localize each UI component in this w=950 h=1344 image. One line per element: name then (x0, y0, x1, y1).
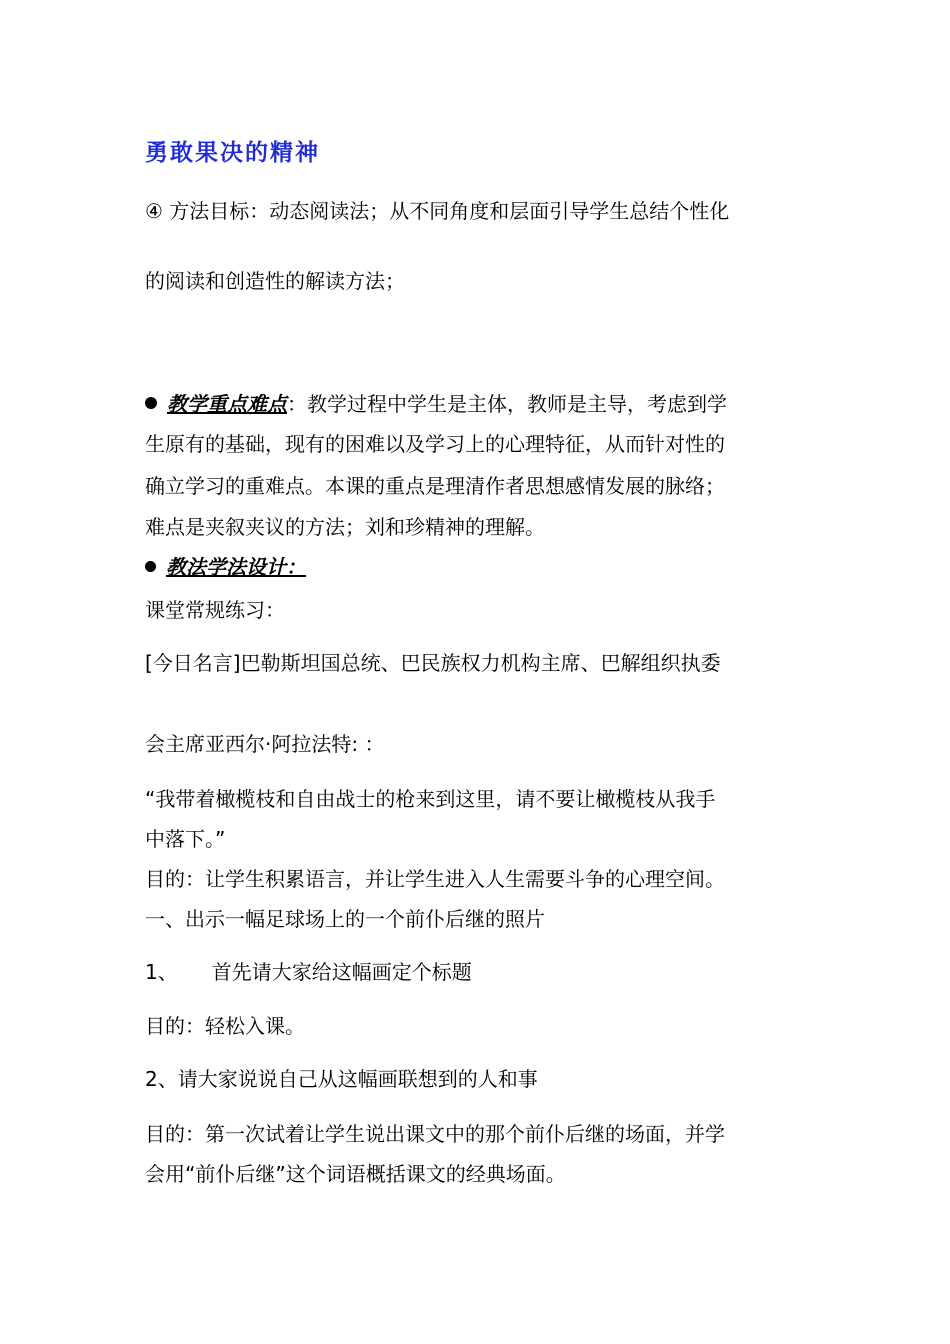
method-design-heading: 教法学法设计： (166, 555, 306, 579)
step-one (145, 959, 825, 985)
routine-practice: 课堂常规练习： (145, 598, 285, 622)
purpose-3-line-2: 会用“前仆后继”这个词语概括课文的经典场面。 (145, 1162, 566, 1186)
key-points-text: ：教学过程中学生是主体，教师是主导，考虑到学 (287, 392, 727, 416)
quote-intro-line-1: [今日名言]巴勒斯坦国总统、巴民族权力机构主席、巴解组织执委 (145, 651, 721, 675)
bullet-icon (145, 397, 157, 409)
step-one-text: 首先请大家给这幅画定个标题 (211, 960, 472, 984)
key-points-line-3: 确立学习的重难点。本课的重点是理清作者思想感情发展的脉络； (145, 474, 725, 498)
document-title: 勇敢果决的精神 (145, 140, 320, 166)
key-points-line-1 (145, 391, 825, 417)
method-goal-line-2: 的阅读和创造性的解读方法； (145, 269, 405, 293)
key-points-heading: 教学重点难点 (167, 392, 287, 416)
key-points-line-4: 难点是夹叙夹议的方法；刘和珍精神的理解。 (145, 515, 545, 539)
step-one-number: 1、 (145, 960, 178, 984)
method-goal-line-1: ④ 方法目标：动态阅读法；从不同角度和层面引导学生总结个性化 (145, 199, 730, 223)
quote-line-1: “我带着橄榄枝和自由战士的枪来到这里，请不要让橄榄枝从我手 (145, 787, 716, 811)
quote-intro-line-2: 会主席亚西尔·阿拉法特: ： (145, 732, 385, 756)
purpose-line-2: 目的：轻松入课。 (145, 1014, 305, 1038)
step-two: 2、请大家说说自己从这幅画联想到的人和事 (145, 1067, 538, 1091)
purpose-3-line-1: 目的：第一次试着让学生说出课文中的那个前仆后继的场面，并学 (145, 1122, 725, 1146)
method-design-line (145, 554, 825, 580)
bullet-icon (145, 561, 156, 572)
quote-line-2: 中落下。” (145, 827, 226, 851)
key-points-line-2: 生原有的基础，现有的困难以及学习上的心理特征，从而针对性的 (145, 432, 725, 456)
purpose-line-1: 目的：让学生积累语言，并让学生进入人生需要斗争的心理空间。 (145, 867, 725, 891)
section-one: 一、出示一幅足球场上的一个前仆后继的照片 (145, 907, 545, 931)
